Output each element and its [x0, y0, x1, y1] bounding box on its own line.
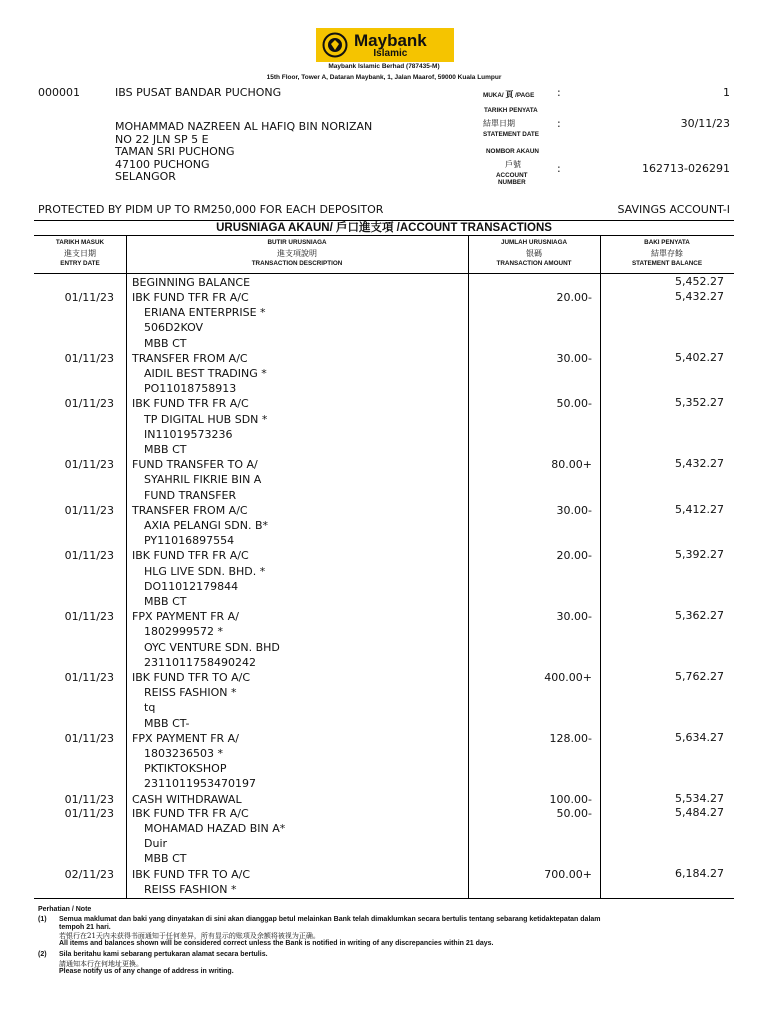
address-line: NO 22 JLN SP 5 E — [115, 132, 209, 146]
transaction-amount: 30.00- — [556, 503, 592, 517]
entry-date: 01/11/23 — [64, 549, 114, 563]
transaction-description-line: FPX PAYMENT FR A/ — [132, 731, 239, 745]
column-header-entry-date — [34, 239, 126, 267]
entry-date: 02/11/23 — [64, 867, 114, 881]
bank-company: Maybank Islamic Berhad (787435-M) — [328, 63, 440, 70]
column-header-amount — [468, 239, 600, 267]
branch-code: 000001 — [38, 86, 80, 99]
column-header-cjk: 進支項說明 — [277, 249, 317, 258]
statement-date-label-my: TARIKH PENYATA — [484, 107, 538, 114]
note-1-malay: Semua maklumat dan baki yang dinyatakan di sini akan dianggap betul melainkan Bank telah dimaklumkan secara bertulis tentang sebarang ketidaktepatan dalam — [59, 916, 601, 923]
table-header-divider — [34, 273, 734, 274]
entry-date: 01/11/23 — [64, 291, 114, 304]
notes-heading: Perhatian / Note — [38, 906, 92, 913]
transaction-description-line: OYC VENTURE SDN. BHD — [144, 640, 280, 654]
transaction-amount: 50.00- — [556, 806, 592, 820]
transaction-description-line: AIDIL BEST TRADING * — [144, 367, 267, 380]
transaction-amount: 400.00+ — [544, 671, 592, 684]
transaction-description-line: REISS FASHION * — [144, 686, 237, 700]
transaction-amount: 20.00- — [556, 291, 592, 304]
note-number: (2) — [38, 951, 47, 958]
table-bottom-border — [34, 898, 734, 899]
statement-balance: 5,392.27 — [675, 548, 724, 562]
column-header-my: BUTIR URUSNIAGA — [267, 239, 327, 246]
column-header-en: ENTRY DATE — [60, 260, 100, 267]
transaction-amount: 20.00- — [556, 549, 592, 563]
entry-date: 01/11/23 — [64, 792, 114, 806]
transaction-amount: 50.00- — [556, 397, 592, 411]
note-1-malay-cont: tempoh 21 hari. — [59, 924, 111, 931]
branch-name: IBS PUSAT BANDAR PUCHONG — [115, 86, 282, 99]
statement-balance: 5,352.27 — [675, 396, 724, 410]
transaction-amount: 80.00+ — [551, 458, 592, 472]
transaction-description-line: IBK FUND TFR FR A/C — [132, 549, 249, 563]
address-line: TAMAN SRI PUCHONG — [115, 145, 235, 158]
note-2-english: Please notify us of any change of address in writing. — [59, 968, 234, 975]
transaction-amount: 100.00- — [549, 792, 592, 806]
column-header-description — [126, 239, 468, 267]
transaction-description-line: PO11018758913 — [144, 382, 237, 396]
transaction-description-line: TRANSFER FROM A/C — [132, 503, 248, 517]
statement-balance: 5,484.27 — [675, 805, 724, 819]
pidm-notice: PROTECTED BY PIDM UP TO RM250,000 FOR EACH DEPOSITOR — [38, 203, 384, 216]
transaction-description-line: 1802999572 * — [144, 625, 223, 639]
account-colon: : — [557, 162, 561, 175]
column-header-cjk: 結單存餘 — [651, 249, 683, 258]
page-label-cjk: 頁 — [505, 89, 514, 99]
statement-balance: 5,432.27 — [675, 457, 724, 471]
column-header-my: JUMLAH URUSNIAGA — [500, 239, 568, 246]
column-header-my: BAKI PENYATA — [644, 239, 690, 246]
page-colon: : — [557, 86, 561, 99]
column-header-cjk: 银碼 — [526, 249, 542, 258]
column-header-en: STATEMENT BALANCE — [631, 260, 703, 267]
transaction-description-line: FPX PAYMENT FR A/ — [132, 610, 239, 624]
transaction-description-line: AXIA PELANGI SDN. B* — [144, 519, 269, 532]
statement-balance: 5,362.27 — [675, 609, 724, 623]
transaction-description-line: Duir — [144, 837, 168, 851]
note-2-malay: Sila beritahu kami sebarang pertukaran alamat secara bertulis. — [59, 951, 268, 958]
entry-date: 01/11/23 — [64, 503, 114, 517]
maybank-logo — [316, 28, 454, 62]
date-colon: : — [557, 117, 561, 130]
transaction-description-line: SYAHRIL FIKRIE BIN A — [144, 473, 262, 487]
transaction-amount: 30.00- — [556, 610, 592, 624]
logo-subtitle: Islamic — [373, 47, 408, 59]
transaction-description-line: MBB CT — [144, 336, 187, 350]
column-header-cjk: 進支日期 — [64, 249, 96, 258]
logo-name: Maybank — [354, 30, 427, 50]
address-line: MOHAMMAD NAZREEN AL HAFIQ BIN NORIZAN — [115, 120, 373, 133]
column-header-en: TRANSACTION DESCRIPTION — [251, 260, 343, 267]
beginning-balance-value: 5,452.27 — [675, 275, 724, 288]
statement-balance: 5,634.27 — [675, 730, 724, 744]
transaction-amount: 30.00- — [556, 351, 592, 365]
note-1-english: All items and balances shown will be considered correct unless the Bank is notified in writing of any discrepancies within 21 days. — [59, 940, 494, 947]
note-1-chinese: 若银行在21天内未获得书面通知于任何差异，所有显示的账项及余额将被视为正确。 — [59, 932, 320, 940]
transaction-description-line: TP DIGITAL HUB SDN * — [144, 412, 268, 426]
entry-date: 01/11/23 — [64, 351, 114, 365]
account-number-label-en2: NUMBER — [498, 179, 526, 186]
account-number-label-en1: ACCOUNT — [496, 172, 528, 179]
address-line: SELANGOR — [115, 170, 176, 183]
column-header-balance — [600, 239, 734, 267]
entry-date: 01/11/23 — [64, 671, 114, 684]
statement-balance: 5,534.27 — [675, 791, 724, 805]
account-number-label-my: NOMBOR AKAUN — [486, 148, 539, 155]
transaction-description-line: 2311011758490242 — [144, 655, 256, 669]
transaction-description-line: HLG LIVE SDN. BHD. * — [144, 564, 266, 578]
transaction-description-line: FUND TRANSFER — [144, 488, 237, 502]
transaction-description-line: MBB CT — [144, 595, 187, 608]
entry-date: 01/11/23 — [64, 610, 114, 624]
transaction-description-line: ERIANA ENTERPRISE * — [144, 306, 266, 320]
transaction-description-line: MBB CT- — [144, 716, 190, 730]
transaction-description-line: MOHAMAD HAZAD BIN A* — [144, 822, 286, 835]
statement-balance: 6,184.27 — [675, 866, 724, 880]
entry-date: 01/11/23 — [64, 731, 114, 745]
note-number: (1) — [38, 916, 47, 923]
page-label — [483, 89, 534, 100]
account-number-label-cjk: 戶號 — [505, 160, 521, 169]
transaction-description-line: IBK FUND TFR FR A/C — [132, 397, 249, 411]
entry-date: 01/11/23 — [64, 806, 114, 820]
page-value: 1 — [723, 86, 730, 99]
transaction-description-line: IBK FUND TFR TO A/C — [132, 671, 251, 684]
note-2-chinese: 請通知本行在何地址更換。 — [59, 960, 143, 968]
transaction-description-line: IBK FUND TFR FR A/C — [132, 806, 249, 820]
transaction-description-line: IBK FUND TFR FR A/C — [132, 291, 249, 304]
page-label-en: /PAGE — [515, 92, 535, 99]
transaction-description-line: PY11016897554 — [144, 534, 235, 548]
transaction-amount: 128.00- — [549, 731, 592, 745]
statement-balance: 5,432.27 — [675, 290, 724, 303]
transaction-description-line: FUND TRANSFER TO A/ — [132, 458, 258, 472]
transaction-description-line: CASH WITHDRAWAL — [132, 792, 242, 806]
transaction-description-line: DO11012179844 — [144, 579, 239, 593]
statement-date-label-en: STATEMENT DATE — [483, 131, 539, 138]
transaction-description-line: PKTIKTOKSHOP — [144, 762, 227, 776]
statement-date-label-cjk: 結單日期 — [483, 119, 515, 128]
column-header-en: TRANSACTION AMOUNT — [496, 260, 572, 267]
bank-address: 15th Floor, Tower A, Dataran Maybank, 1, Jalan Maarof, 59000 Kuala Lumpur — [266, 74, 502, 81]
transaction-description-line: IBK FUND TFR TO A/C — [132, 867, 251, 881]
transaction-description-line: REISS FASHION * — [144, 882, 237, 896]
transaction-description-line: tq — [144, 701, 156, 715]
customer-address — [115, 121, 372, 184]
column-header-my: TARIKH MASUK — [55, 239, 105, 246]
entry-date: 01/11/23 — [64, 397, 114, 411]
statement-balance: 5,412.27 — [675, 502, 724, 516]
address-line: 47100 PUCHONG — [115, 157, 210, 171]
transaction-description-line: MBB CT — [144, 443, 187, 456]
beginning-balance-label: BEGINNING BALANCE — [132, 276, 251, 289]
account-number-value: 162713-026291 — [642, 162, 730, 175]
transaction-description-line: 2311011953470197 — [144, 777, 256, 791]
section-title: URUSNIAGA AKAUN/ 戶口進支項 /ACCOUNT TRANSACTIONS — [34, 220, 734, 236]
transaction-amount: 700.00+ — [544, 867, 592, 881]
statement-balance: 5,402.27 — [675, 350, 724, 364]
transaction-description-line: TRANSFER FROM A/C — [132, 351, 248, 365]
column-divider — [126, 236, 127, 898]
transaction-description-line: IN11019573236 — [144, 427, 233, 441]
entry-date: 01/11/23 — [64, 458, 114, 472]
statement-date-value: 30/11/23 — [680, 117, 730, 130]
statement-balance: 5,762.27 — [675, 670, 724, 683]
page-label-my: MUKA/ — [483, 92, 504, 99]
account-type: SAVINGS ACCOUNT-I — [617, 203, 730, 216]
transaction-description-line: MBB CT — [144, 852, 187, 866]
tiger-emblem-icon — [320, 31, 350, 59]
transaction-description-line: 506D2KOV — [144, 321, 204, 335]
transaction-description-line: 1803236503 * — [144, 747, 223, 760]
